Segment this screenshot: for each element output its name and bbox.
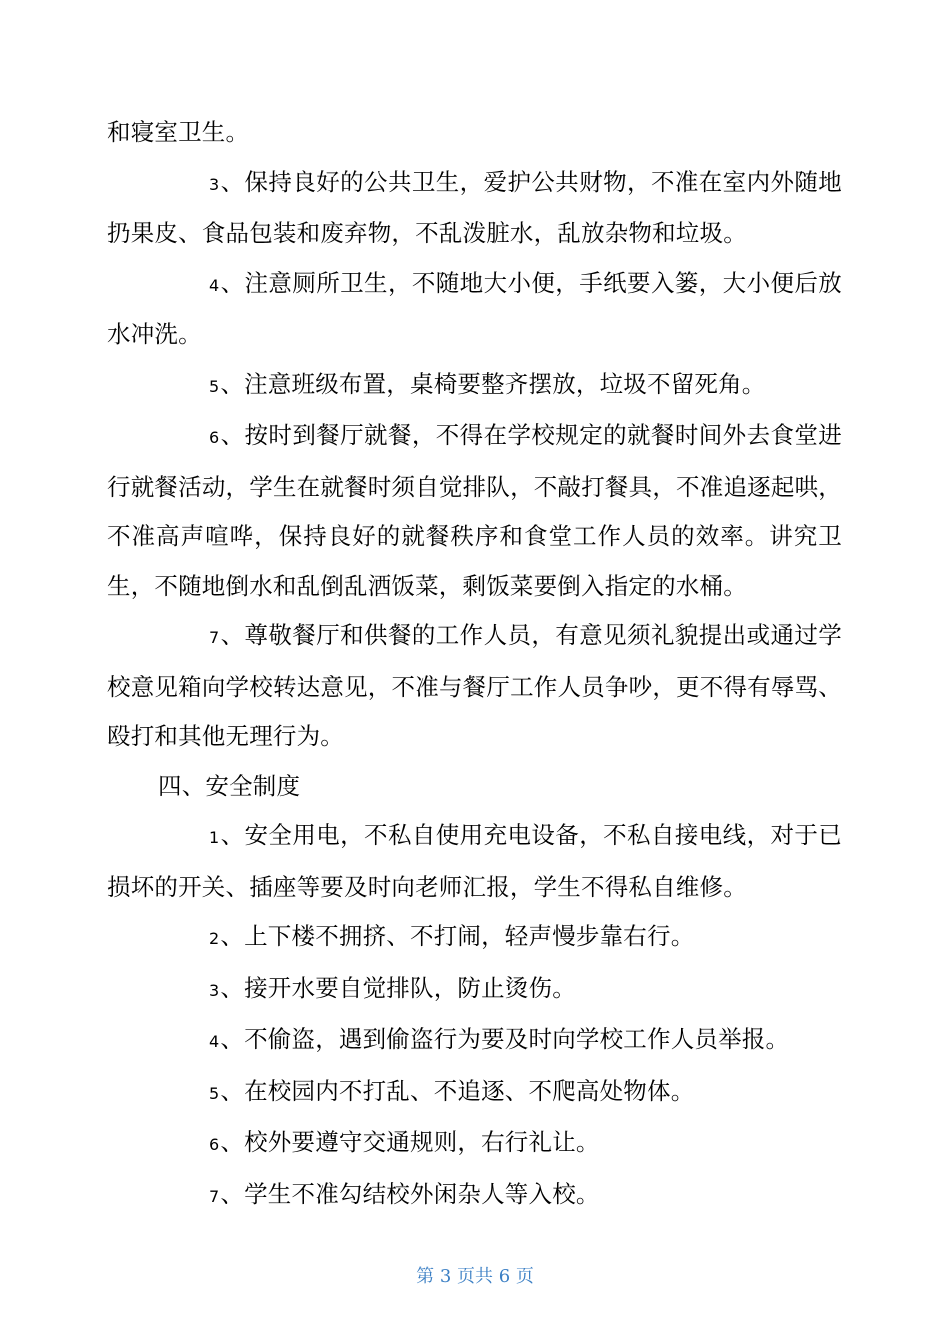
paragraph-text: 、校外要遵守交通规则，右行礼让。 bbox=[220, 1128, 600, 1156]
paragraph bbox=[107, 1067, 842, 1119]
paragraph bbox=[107, 259, 842, 360]
paragraph-text: 、学生不准勾结校外闲杂人等入校。 bbox=[220, 1179, 600, 1208]
paragraph bbox=[107, 108, 842, 158]
paragraph-text: 、接开水要自觉排队，防止烫伤。 bbox=[220, 973, 576, 1002]
paragraph-text: 、不偷盗，遇到偷盗行为要及时向学校工作人员举报。 bbox=[220, 1025, 790, 1053]
item-number: 2 bbox=[209, 929, 220, 948]
paragraph-text: 、在校园内不打乱、不追逐、不爬高处物体。 bbox=[220, 1076, 695, 1105]
paragraph bbox=[107, 1170, 842, 1222]
item-number: 5 bbox=[209, 376, 220, 396]
paragraph bbox=[107, 762, 842, 812]
item-number: 4 bbox=[209, 275, 220, 295]
item-number: 7 bbox=[209, 1186, 220, 1206]
paragraph-text: 、上下楼不拥挤、不打闹，轻声慢步靠右行。 bbox=[220, 922, 695, 950]
paragraph bbox=[107, 411, 842, 611]
paragraph-text: 、尊敬餐厅和供餐的工作人员，有意见须礼貌提出或通过学校意见箱向学校转达意见，不准与餐厅工作人员争吵，更不得有辱骂、殴打和其他无理行为。 bbox=[107, 621, 842, 750]
paragraph-text: 、按时到餐厅就餐，不得在学校规定的就餐时间外去食堂进行就餐活动，学生在就餐时须自觉排队，不敲打餐具，不准追逐起哄，不准高声喧哗，保持良好的就餐秩序和食堂工作人员的效率。讲究卫生，不随地倒水和乱倒乱洒饭菜，剩饭菜要倒入指定的水桶。 bbox=[107, 421, 842, 600]
paragraph bbox=[107, 1015, 842, 1067]
paragraph-text: 、注意厕所卫生，不随地大小便，手纸要入篓，大小便后放水冲洗。 bbox=[107, 268, 842, 348]
paragraph-text: 、保持良好的公共卫生，爱护公共财物，不准在室内外随地扔果皮、食品包装和废弃物，不乱泼脏水，乱放杂物和垃圾。 bbox=[107, 167, 842, 247]
paragraph-text: 、注意班级布置，桌椅要整齐摆放，垃圾不留死角。 bbox=[220, 369, 766, 398]
item-number: 6 bbox=[209, 428, 220, 447]
page-footer: 第 3 页共 6 页 bbox=[416, 1266, 534, 1287]
item-number: 1 bbox=[209, 828, 220, 847]
paragraph bbox=[107, 611, 842, 762]
paragraph-text: 四、安全制度 bbox=[158, 771, 301, 800]
paragraph-text: 、安全用电，不私自使用充电设备，不私自接电线，对于已损坏的开关、插座等要及时向老师汇报，学生不得私自维修。 bbox=[107, 821, 842, 901]
paragraph bbox=[107, 360, 842, 412]
paragraph bbox=[107, 964, 842, 1016]
paragraph bbox=[107, 158, 842, 259]
paragraph-text: 和寝室卫生。 bbox=[107, 118, 250, 146]
item-number: 3 bbox=[209, 174, 220, 194]
item-number: 3 bbox=[209, 980, 220, 1000]
item-number: 7 bbox=[209, 628, 220, 647]
paragraph bbox=[107, 1118, 842, 1170]
item-number: 4 bbox=[209, 1032, 220, 1051]
paragraph bbox=[107, 912, 842, 964]
item-number: 5 bbox=[209, 1083, 220, 1103]
paragraph bbox=[107, 811, 842, 912]
item-number: 6 bbox=[209, 1135, 220, 1154]
document-body bbox=[107, 108, 842, 1221]
